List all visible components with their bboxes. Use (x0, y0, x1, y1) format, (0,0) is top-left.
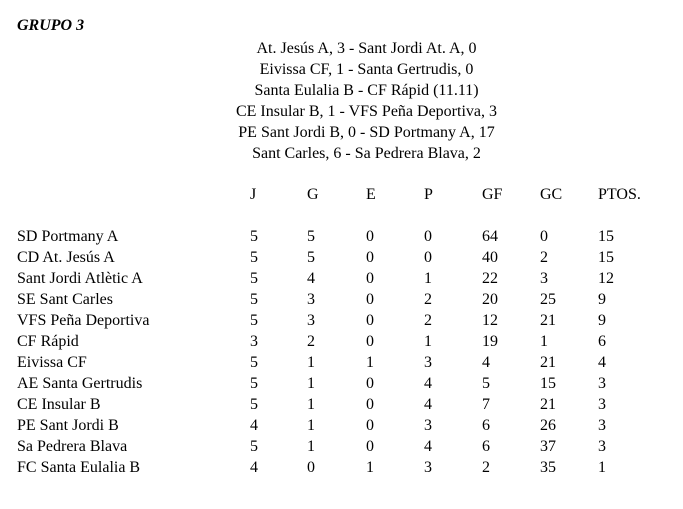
cell-drawn: 0 (366, 438, 374, 455)
cell-goals-against: 37 (540, 438, 556, 455)
cell-goals-for: 7 (482, 396, 490, 413)
cell-points: 3 (598, 417, 606, 434)
standings-table (17, 184, 658, 478)
cell-lost: 1 (424, 270, 432, 287)
cell-drawn: 1 (366, 354, 374, 371)
cell-won: 3 (307, 291, 315, 308)
cell-lost: 1 (424, 333, 432, 350)
cell-lost: 0 (424, 228, 432, 245)
table-row (17, 436, 658, 457)
cell-won: 1 (307, 354, 315, 371)
table-row (17, 373, 658, 394)
cell-points: 3 (598, 375, 606, 392)
cell-goals-for: 19 (482, 333, 498, 350)
table-row (17, 352, 658, 373)
cell-played: 5 (250, 291, 258, 308)
cell-team-name: CF Rápid (17, 333, 79, 350)
cell-goals-for: 2 (482, 459, 490, 476)
cell-drawn: 0 (366, 375, 374, 392)
table-row (17, 310, 658, 331)
header-points: PTOS. (598, 186, 641, 203)
cell-goals-against: 21 (540, 396, 556, 413)
cell-drawn: 0 (366, 249, 374, 266)
cell-goals-against: 1 (540, 333, 548, 350)
cell-goals-against: 0 (540, 228, 548, 245)
cell-drawn: 0 (366, 228, 374, 245)
cell-team-name: PE Sant Jordi B (17, 417, 119, 434)
cell-team-name: SD Portmany A (17, 228, 119, 245)
cell-team-name: Sant Jordi Atlètic A (17, 270, 143, 287)
cell-won: 2 (307, 333, 315, 350)
table-row (17, 247, 658, 268)
cell-won: 1 (307, 396, 315, 413)
cell-goals-for: 4 (482, 354, 490, 371)
cell-team-name: SE Sant Carles (17, 291, 113, 308)
cell-goals-against: 21 (540, 312, 556, 329)
cell-goals-against: 2 (540, 249, 548, 266)
cell-team-name: AE Santa Gertrudis (17, 375, 143, 392)
cell-won: 1 (307, 438, 315, 455)
header-lost: P (424, 186, 433, 203)
cell-played: 5 (250, 354, 258, 371)
cell-lost: 2 (424, 291, 432, 308)
cell-won: 1 (307, 375, 315, 392)
cell-goals-for: 22 (482, 270, 498, 287)
cell-won: 3 (307, 312, 315, 329)
result-line: PE Sant Jordi B, 0 - SD Portmany A, 17 (238, 124, 495, 141)
cell-drawn: 0 (366, 291, 374, 308)
cell-team-name: CE Insular B (17, 396, 101, 413)
cell-won: 1 (307, 417, 315, 434)
cell-goals-against: 21 (540, 354, 556, 371)
cell-lost: 4 (424, 375, 432, 392)
table-row (17, 289, 658, 310)
cell-won: 5 (307, 249, 315, 266)
header-team (17, 184, 250, 205)
cell-points: 9 (598, 291, 606, 308)
cell-lost: 0 (424, 249, 432, 266)
cell-lost: 4 (424, 438, 432, 455)
cell-drawn: 0 (366, 333, 374, 350)
cell-team-name: Sa Pedrera Blava (17, 438, 128, 455)
cell-drawn: 0 (366, 270, 374, 287)
result-line: CE Insular B, 1 - VFS Peña Deportiva, 3 (235, 103, 497, 120)
cell-team-name: CD At. Jesús A (17, 249, 115, 266)
result-line: Eivissa CF, 1 - Santa Gertrudis, 0 (259, 61, 474, 78)
cell-goals-against: 3 (540, 270, 548, 287)
cell-drawn: 0 (366, 417, 374, 434)
cell-played: 5 (250, 312, 258, 329)
cell-points: 9 (598, 312, 606, 329)
cell-points: 3 (598, 396, 606, 413)
cell-team-name: Eivissa CF (17, 354, 87, 371)
cell-points: 4 (598, 354, 606, 371)
cell-drawn: 0 (366, 312, 374, 329)
cell-team-name: VFS Peña Deportiva (17, 312, 150, 329)
header-drawn: E (366, 186, 376, 203)
result-line: Santa Eulalia B - CF Rápid (11.11) (254, 82, 479, 99)
cell-points: 3 (598, 438, 606, 455)
cell-points: 1 (598, 459, 606, 476)
cell-played: 5 (250, 228, 258, 245)
cell-lost: 4 (424, 396, 432, 413)
cell-lost: 3 (424, 354, 432, 371)
table-row (17, 226, 658, 247)
result-line: Sant Carles, 6 - Sa Pedrera Blava, 2 (252, 145, 481, 162)
cell-goals-against: 26 (540, 417, 556, 434)
cell-played: 5 (250, 438, 258, 455)
cell-lost: 3 (424, 417, 432, 434)
cell-goals-for: 5 (482, 375, 490, 392)
group-title: GRUPO 3 (17, 17, 85, 34)
table-row (17, 415, 658, 436)
match-results (0, 38, 683, 164)
cell-played: 4 (250, 459, 258, 476)
standings-header-row (17, 184, 658, 205)
cell-goals-for: 64 (482, 228, 498, 245)
cell-played: 5 (250, 249, 258, 266)
result-line: At. Jesús A, 3 - Sant Jordi At. A, 0 (256, 40, 477, 57)
cell-points: 12 (598, 270, 614, 287)
header-won: G (307, 186, 319, 203)
cell-points: 15 (598, 249, 614, 266)
table-row (17, 457, 658, 478)
cell-played: 5 (250, 396, 258, 413)
cell-goals-against: 15 (540, 375, 556, 392)
cell-goals-for: 20 (482, 291, 498, 308)
cell-won: 5 (307, 228, 315, 245)
cell-team-name: FC Santa Eulalia B (17, 459, 141, 476)
cell-lost: 2 (424, 312, 432, 329)
spacer-row (17, 205, 658, 226)
cell-played: 3 (250, 333, 258, 350)
cell-goals-against: 25 (540, 291, 556, 308)
header-played: J (250, 186, 257, 203)
cell-played: 5 (250, 270, 258, 287)
cell-won: 4 (307, 270, 315, 287)
cell-goals-for: 40 (482, 249, 498, 266)
cell-points: 15 (598, 228, 614, 245)
cell-played: 4 (250, 417, 258, 434)
header-goals-for: GF (482, 186, 503, 203)
cell-drawn: 1 (366, 459, 374, 476)
cell-lost: 3 (424, 459, 432, 476)
cell-goals-against: 35 (540, 459, 556, 476)
cell-won: 0 (307, 459, 315, 476)
cell-goals-for: 6 (482, 417, 490, 434)
header-goals-against: GC (540, 186, 563, 203)
cell-goals-for: 12 (482, 312, 498, 329)
table-row (17, 394, 658, 415)
cell-points: 6 (598, 333, 606, 350)
cell-goals-for: 6 (482, 438, 490, 455)
cell-played: 5 (250, 375, 258, 392)
cell-drawn: 0 (366, 396, 374, 413)
table-row (17, 268, 658, 289)
table-row (17, 331, 658, 352)
